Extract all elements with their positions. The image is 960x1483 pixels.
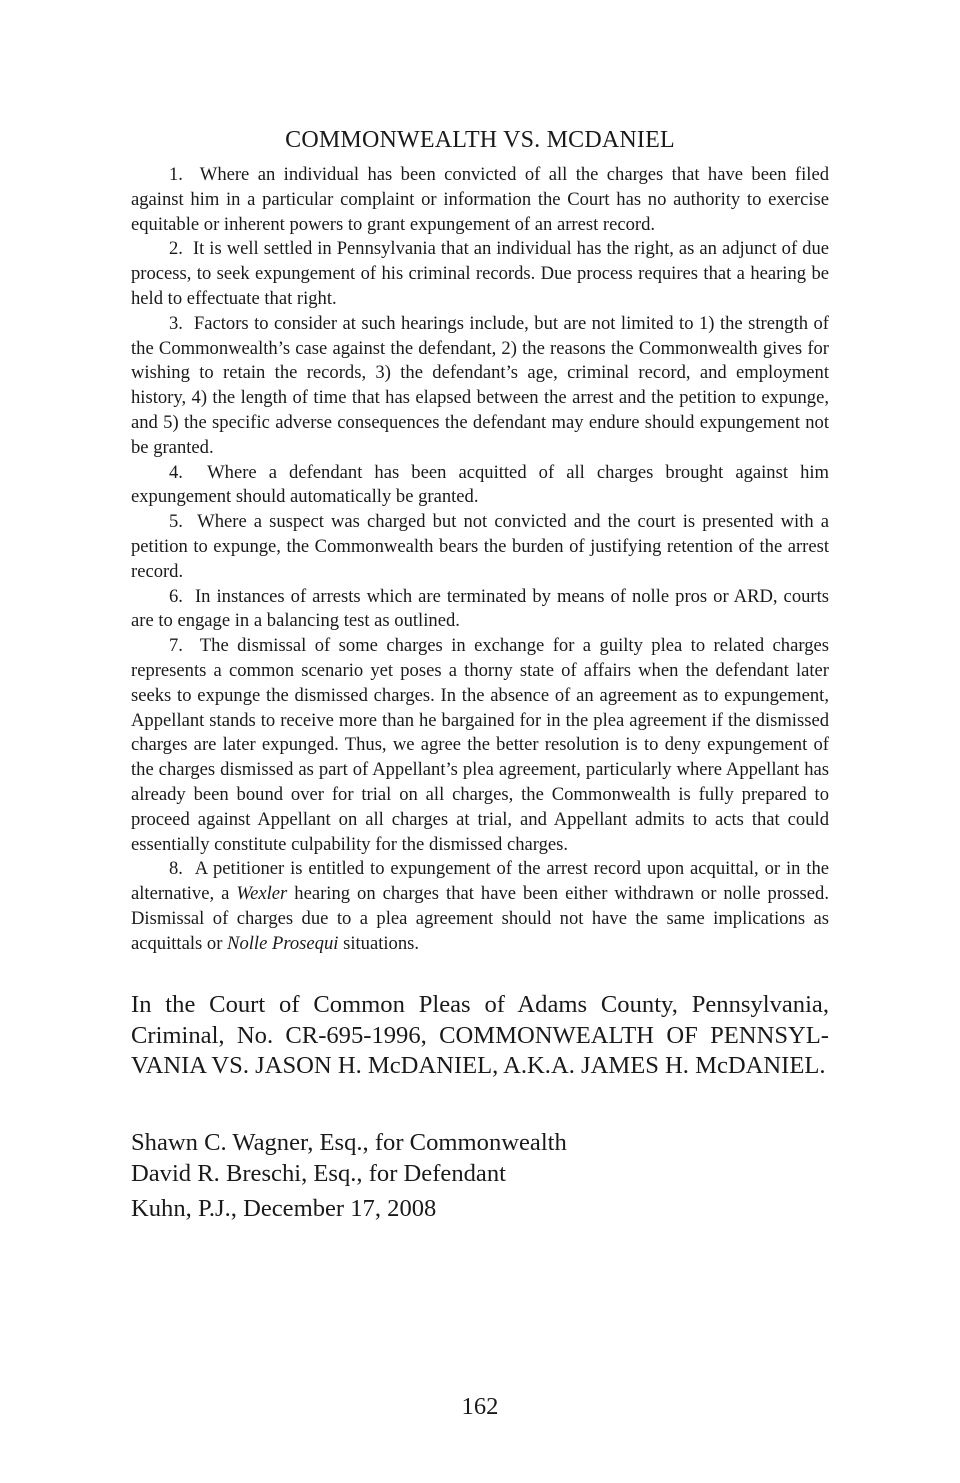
headnote-text: A petitioner is entitled to expungement of the arrest record upon acquittal, or in the alternative, a: [131, 858, 829, 905]
headnote-text: Factors to consider at such hearings include, but are not limited to 1) the strength of the Commonwealth’s case against the defendant, 2) the reasons the Commonwealth gives for wishing to retain the records, 3) the defendant’s age, criminal record, and employment history, 4) the length of time that has elapsed between the arrest and the petition to expunge, and 5) the specific adverse consequences the defendant may endure should expungement not be granted.: [131, 312, 829, 458]
headnote-number: 4.: [169, 461, 183, 483]
headnote-number: 1.: [169, 164, 183, 185]
headnote-text: situations.: [338, 932, 420, 954]
headnote-7: [131, 634, 829, 857]
counsel-list: [131, 1128, 829, 1189]
headnote-number: 6.: [169, 585, 183, 607]
headnote-text: hearing on charges that have been either withdrawn or nolle prossed. Dismissal of charges due to a plea agreement should not have the same implications as acquittals or: [131, 883, 829, 954]
headnote-text: Where a suspect was charged but not convicted and the court is presented with a petition to expunge, the Commonwealth bears the burden of justifying retention of the arrest record.: [131, 511, 829, 582]
counsel-defendant: David R. Breschi, Esq., for Defendant: [131, 1159, 506, 1187]
headnote-5: [131, 510, 829, 584]
headnote-3: [131, 312, 829, 461]
counsel-commonwealth: Shawn C. Wagner, Esq., for Commonwealth: [131, 1129, 567, 1156]
headnotes: [131, 163, 829, 957]
case-citation-italic: Wexler: [236, 883, 288, 905]
headnote-number: 7.: [169, 635, 183, 657]
headnote-8: [131, 857, 829, 956]
headnote-text: Where an individual has been convicted of all the charges that have been filed against him in a particular complaint or information the Court has no authority to exercise equitable or inherent powers to grant expungement of an arrest record.: [131, 164, 830, 235]
latin-term-italic: Nolle Prosequi: [227, 932, 339, 954]
headnote-1: [131, 163, 829, 237]
headnote-4: [131, 461, 829, 511]
judge-date-line: Kuhn, P.J., December 17, 2008: [131, 1195, 437, 1222]
headnote-6: [131, 585, 829, 635]
headnote-number: 5.: [169, 511, 183, 533]
case-caption: In the Court of Common Pleas of Adams County, Pennsylvania, Criminal, No. CR-695-1996, COMMONWEALTH OF PENNSYLVANIA VS. JASON H. McDANIEL, A.K.A. JAMES H. McDANIEL.: [131, 991, 829, 1079]
headnote-text: The dismissal of some charges in exchange for a guilty plea to related charges represents a common scenario yet poses a thorny state of affairs when the defendant later seeks to expunge the dismissed charges. In the absence of an agreement as to expungement, Appellant stands to receive more than he bargained for in the plea agreement if the dismissed charges are later expunged. Thus, we agree the better resolution is to deny expungement of the charges dismissed as part of Appellant’s plea agreement, particularly where Appellant has already been bound over for trial on all charges, the Commonwealth is fully prepared to proceed against Appellant on all charges at trial, and Appellant admits to acts that could essentially constitute culpability for the dismissed charges.: [131, 635, 829, 855]
running-head: COMMONWEALTH VS. MCDANIEL: [285, 127, 675, 153]
headnote-text: In instances of arrests which are terminated by means of nolle pros or ARD, courts are to engage in a balancing test as outlined.: [131, 585, 830, 632]
headnote-number: 3.: [169, 312, 183, 334]
headnote-number: 2.: [169, 238, 183, 260]
page-number: 162: [461, 1393, 499, 1420]
headnote-text: Where a defendant has been acquitted of all charges brought against him expungement should automatically be granted.: [131, 461, 830, 508]
headnote-text: It is well settled in Pennsylvania that an individual has the right, as an adjunct of due process, to seek expungement of his criminal records. Due process requires that a hearing be held to effectuate that right.: [131, 238, 830, 309]
headnote-number: 8.: [169, 858, 183, 880]
headnote-2: [131, 237, 829, 311]
